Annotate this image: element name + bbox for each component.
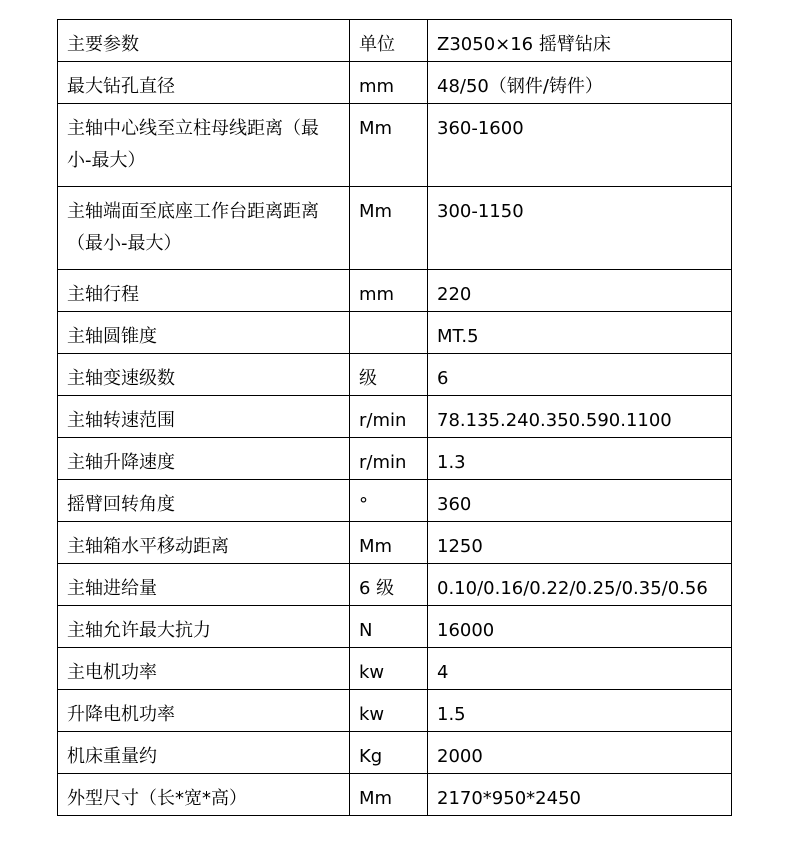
param-cell: 主电机功率	[58, 648, 350, 690]
unit-cell: 级	[350, 354, 428, 396]
param-cell: 主轴箱水平移动距离	[58, 522, 350, 564]
value-cell: 48/50（钢件/铸件）	[428, 62, 732, 104]
table-row	[58, 354, 732, 396]
param-cell: 摇臂回转角度	[58, 480, 350, 522]
header-value: Z3050×16 摇臂钻床	[428, 20, 732, 62]
value-cell: 2000	[428, 732, 732, 774]
unit-cell: Kg	[350, 732, 428, 774]
unit-cell: r/min	[350, 396, 428, 438]
unit-cell: mm	[350, 270, 428, 312]
table-row	[58, 690, 732, 732]
param-cell: 主轴中心线至立柱母线距离（最小-最大）	[58, 104, 350, 187]
unit-cell: N	[350, 606, 428, 648]
unit-cell: Mm	[350, 187, 428, 270]
table-row	[58, 606, 732, 648]
unit-cell: Mm	[350, 774, 428, 816]
param-cell: 升降电机功率	[58, 690, 350, 732]
param-cell: 主轴圆锥度	[58, 312, 350, 354]
unit-cell	[350, 312, 428, 354]
table-row	[58, 104, 732, 187]
table-row	[58, 270, 732, 312]
param-cell: 主轴升降速度	[58, 438, 350, 480]
unit-cell: Mm	[350, 104, 428, 187]
value-cell: MT.5	[428, 312, 732, 354]
value-cell: 360	[428, 480, 732, 522]
table-row	[58, 438, 732, 480]
param-cell: 主轴变速级数	[58, 354, 350, 396]
value-cell: 1.5	[428, 690, 732, 732]
header-param: 主要参数	[58, 20, 350, 62]
spec-table	[57, 19, 732, 816]
table-row	[58, 522, 732, 564]
unit-cell: mm	[350, 62, 428, 104]
param-cell: 外型尺寸（长*宽*高）	[58, 774, 350, 816]
param-cell: 主轴允许最大抗力	[58, 606, 350, 648]
unit-cell: kw	[350, 690, 428, 732]
table-row	[58, 62, 732, 104]
value-cell: 300-1150	[428, 187, 732, 270]
param-cell: 主轴端面至底座工作台距离距离（最小-最大）	[58, 187, 350, 270]
table-row	[58, 187, 732, 270]
value-cell: 1250	[428, 522, 732, 564]
value-cell: 1.3	[428, 438, 732, 480]
value-cell: 2170*950*2450	[428, 774, 732, 816]
table-row	[58, 774, 732, 816]
param-cell: 主轴转速范围	[58, 396, 350, 438]
table-row	[58, 564, 732, 606]
param-cell: 最大钻孔直径	[58, 62, 350, 104]
param-cell: 机床重量约	[58, 732, 350, 774]
table-row	[58, 648, 732, 690]
param-cell: 主轴行程	[58, 270, 350, 312]
unit-cell: °	[350, 480, 428, 522]
table-row	[58, 312, 732, 354]
header-unit: 单位	[350, 20, 428, 62]
table-header-row	[58, 20, 732, 62]
table-row	[58, 732, 732, 774]
table-row	[58, 480, 732, 522]
param-cell: 主轴进给量	[58, 564, 350, 606]
unit-cell: kw	[350, 648, 428, 690]
table-row	[58, 396, 732, 438]
value-cell: 220	[428, 270, 732, 312]
unit-cell: 6 级	[350, 564, 428, 606]
value-cell: 6	[428, 354, 732, 396]
value-cell: 16000	[428, 606, 732, 648]
value-cell: 4	[428, 648, 732, 690]
value-cell: 360-1600	[428, 104, 732, 187]
unit-cell: Mm	[350, 522, 428, 564]
value-cell: 0.10/0.16/0.22/0.25/0.35/0.56	[428, 564, 732, 606]
value-cell: 78.135.240.350.590.1100	[428, 396, 732, 438]
unit-cell: r/min	[350, 438, 428, 480]
